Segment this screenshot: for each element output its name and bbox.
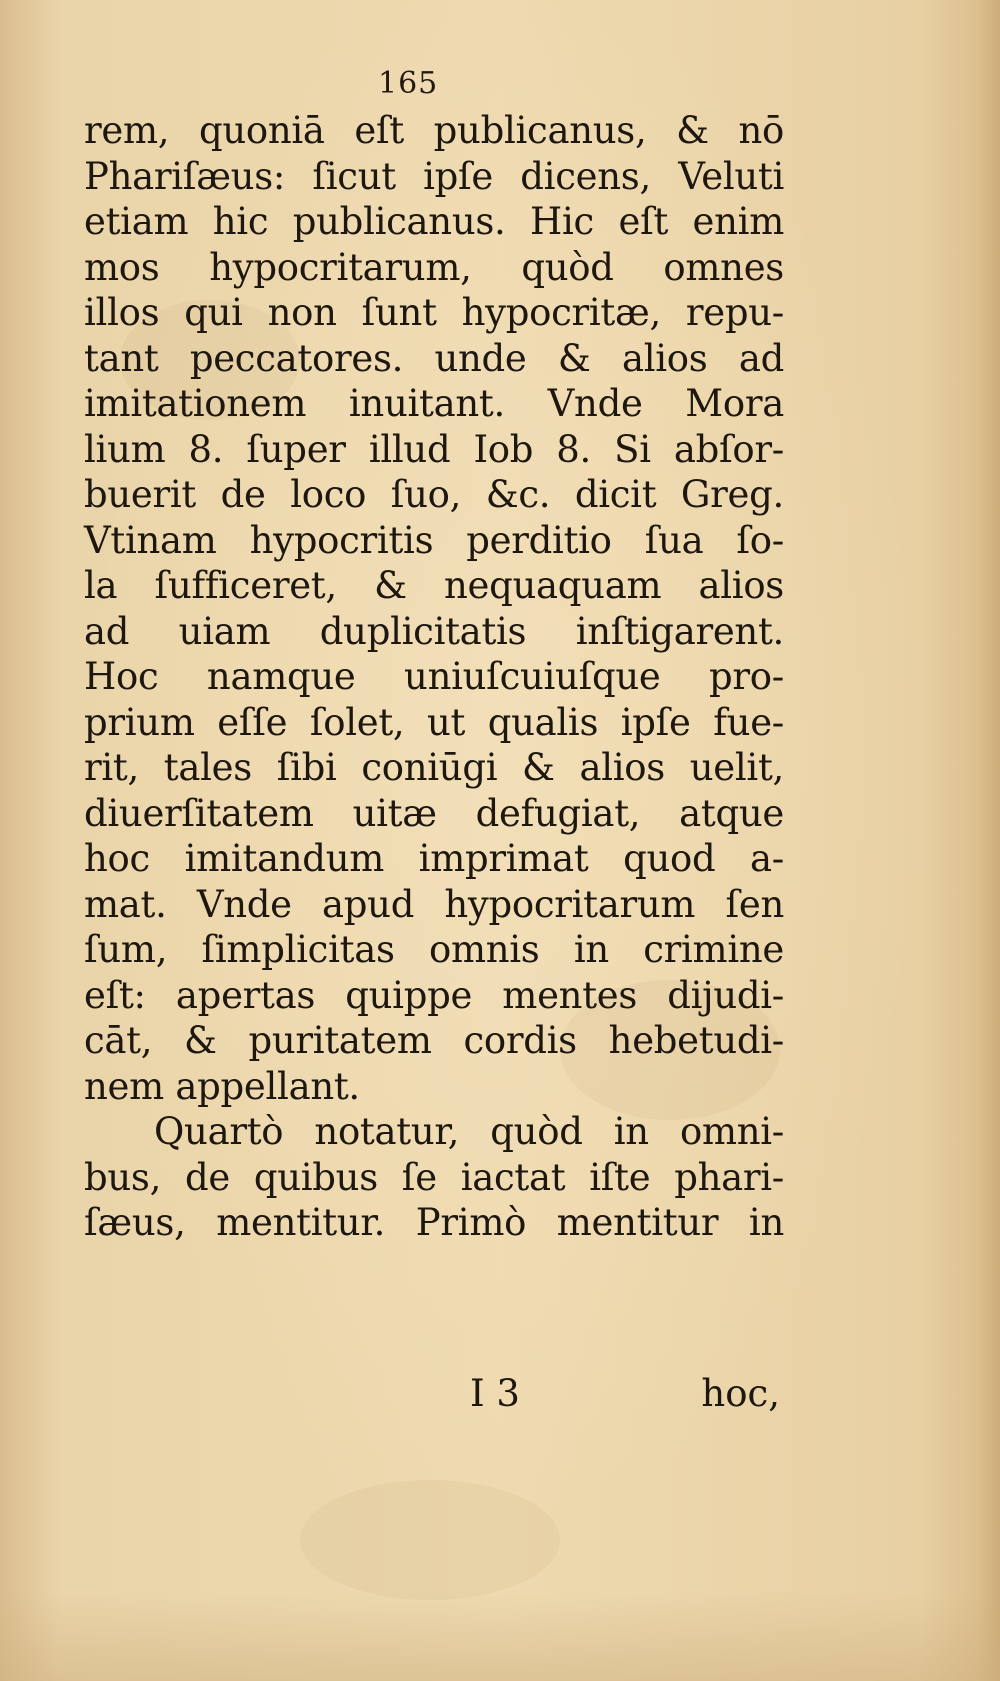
text-line: diuerſitatem uitæ defugiat, atque <box>84 791 784 835</box>
text-line: Phariſæus: ſicut ipſe dicens, Veluti <box>84 154 784 198</box>
text-line: tant peccatores. unde & alios ad <box>84 336 784 380</box>
signature-mark: I 3 <box>470 1372 520 1415</box>
text-line: bus, de quibus ſe iactat iſte phari- <box>84 1155 784 1199</box>
text-line: ſum, ſimplicitas omnis in crimine <box>84 928 784 971</box>
text-line: ad uiam duplicitatis inſtigarent. <box>84 609 784 653</box>
body-text <box>84 108 784 1246</box>
text-line: hoc imitandum imprimat quod a- <box>84 837 784 880</box>
text-line: buerit de loco ſuo, &c. dicit Greg. <box>84 473 784 516</box>
text-line: nem appellant. <box>84 1064 360 1108</box>
footer-line <box>470 1372 780 1415</box>
text-line: Quartò notatur, quòd in omni- <box>154 1110 784 1153</box>
page-number: 165 <box>378 66 439 101</box>
page-bottom-shadow <box>0 1591 1000 1681</box>
text-line: eſt: apertas quippe mentes dijudi- <box>84 973 784 1017</box>
text-line: mat. Vnde apud hypocritarum ſen <box>84 882 784 926</box>
catchword: hoc, <box>701 1372 780 1415</box>
text-line: imitationem inuitant. Vnde Mora <box>84 382 784 425</box>
paper-stain <box>300 1480 560 1600</box>
page-edge-shadow <box>978 0 1000 1681</box>
text-line: Vtinam hypocritis perditio ſua ſo- <box>84 518 784 562</box>
text-line: cāt, & puritatem cordis hebetudi- <box>84 1019 784 1062</box>
text-line: rit, tales ſibi coniūgi & alios uelit, <box>84 746 784 789</box>
text-line: lium 8. ſuper illud Iob 8. Si abſor- <box>84 427 784 471</box>
text-line: Hoc namque uniuſcuiuſque pro- <box>84 655 784 698</box>
text-line: la ſufficeret, & nequaquam alios <box>84 564 784 607</box>
text-line: etiam hic publicanus. Hic eſt enim <box>84 200 784 243</box>
text-line: illos qui non ſunt hypocritæ, repu- <box>84 291 784 334</box>
text-line: rem, quoniā eſt publicanus, & nō <box>84 109 784 152</box>
text-line: prium eſſe ſolet, ut qualis ipſe fue- <box>84 700 784 744</box>
text-line: ſæus, mentitur. Primò mentitur in <box>84 1201 784 1244</box>
text-line: mos hypocritarum, quòd omnes <box>84 245 784 289</box>
